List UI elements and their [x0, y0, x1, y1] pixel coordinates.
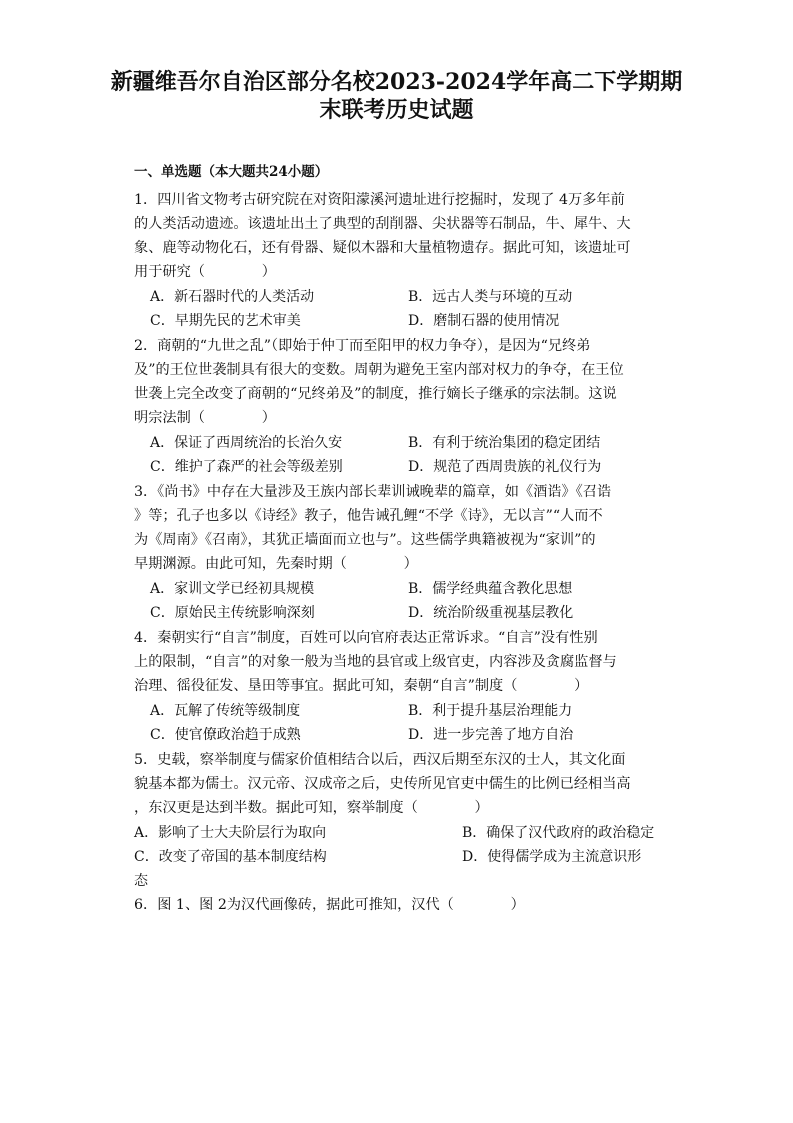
- q4-option-a[interactable]: A．瓦解了传统等级制度: [150, 703, 301, 719]
- q5-option-c[interactable]: C．改变了帝国的基本制度结构: [134, 849, 327, 865]
- q2-stem-line: 2．商朝的“九世之乱”（即始于仲丁而至阳甲的权力争夺），是因为“兄终弟: [134, 338, 591, 354]
- q2-stem-line: 世袭上完全改变了商朝的“兄终弟及”的制度，推行嫡长子继承的宗法制。这说: [134, 386, 617, 402]
- q5-option-d[interactable]: D．使得儒学成为主流意识形: [462, 849, 642, 865]
- section-heading: 一、单选题（本大题共24小题）: [134, 164, 329, 180]
- q5-option-d-continuation: 态: [134, 873, 148, 889]
- q3-stem-line: 》等；孔子也多以《诗经》教子，他告诫孔鲤“不学《诗》，无以言”“人而不: [134, 508, 603, 524]
- q4-stem-line: 治理、徭役征发、垦田等事宜。据此可知，秦朝“自言”制度（ ）: [134, 678, 589, 694]
- q3-stem-line: 早期渊源。由此可知，先秦时期（ ）: [134, 556, 418, 572]
- q4-stem-line: 4．秦朝实行“自言”制度，百姓可以向官府表达正常诉求。“自言”没有性别: [134, 630, 598, 646]
- q4-stem-line: 上的限制，“自言”的对象一般为当地的县官或上级官吏，内容涉及贪腐监督与: [134, 654, 617, 670]
- exam-title-line2: 末联考历史试题: [319, 97, 474, 123]
- q4-option-b[interactable]: B．利于提升基层治理能力: [408, 703, 573, 719]
- q3-stem-line: 为《周南》《召南》，其犹正墙面而立也与”。这些儒学典籍被视为“家训”的: [134, 532, 596, 548]
- q2-option-b[interactable]: B．有利于统治集团的稳定团结: [408, 435, 601, 451]
- q3-option-d[interactable]: D．统治阶级重视基层教化: [408, 605, 574, 621]
- q2-option-c[interactable]: C．维护了森严的社会等级差别: [150, 459, 343, 475]
- q3-stem-line: 3．《尚书》中存在大量涉及王族内部长辈训诫晚辈的篇章，如《酒诰》《召诰: [134, 484, 612, 500]
- q4-option-c[interactable]: C．使官僚政治趋于成熟: [150, 727, 301, 743]
- q1-option-c[interactable]: C．早期先民的艺术审美: [150, 313, 301, 329]
- q5-stem-line: 5．史载，察举制度与儒家价值相结合以后，西汉后期至东汉的士人，其文化面: [134, 752, 626, 768]
- q2-stem-line: 明宗法制（ ）: [134, 410, 276, 426]
- q1-option-b[interactable]: B．远古人类与环境的互动: [408, 289, 573, 305]
- q5-stem-line: ，东汉更是达到半数。据此可知，察举制度（ ）: [134, 800, 489, 816]
- q1-stem-line: 1．四川省文物考古研究院在对资阳濛溪河遗址进行挖掘时，发现了 4万多年前: [134, 192, 625, 208]
- q2-option-d[interactable]: D．规范了西周贵族的礼仪行为: [408, 459, 602, 475]
- q3-option-c[interactable]: C．原始民主传统影响深刻: [150, 605, 315, 621]
- q4-option-d[interactable]: D．进一步完善了地方自治: [408, 727, 574, 743]
- q3-option-a[interactable]: A．家训文学已经初具规模: [150, 581, 315, 597]
- q6-stem-line: 6．图 1、图 2为汉代画像砖，据此可推知，汉代（ ）: [134, 897, 525, 913]
- q1-stem-line: 的人类活动遗迹。该遗址出土了典型的刮削器、尖状器等石制品，牛、犀牛、大: [134, 216, 631, 232]
- exam-title-line1: 新疆维吾尔自治区部分名校2023-2024学年高二下学期期: [110, 69, 683, 95]
- q5-option-b[interactable]: B．确保了汉代政府的政治稳定: [462, 825, 655, 841]
- q5-option-a[interactable]: A．影响了士大夫阶层行为取向: [134, 825, 327, 841]
- q5-stem-line: 貌基本都为儒士。汉元帝、汉成帝之后，史传所见官吏中儒生的比例已经相当高: [134, 776, 631, 792]
- q1-option-a[interactable]: A．新石器时代的人类活动: [150, 289, 315, 305]
- q1-stem-line: 象、鹿等动物化石，还有骨器、疑似木器和大量植物遗存。据此可知，该遗址可: [134, 240, 631, 256]
- q3-option-b[interactable]: B．儒学经典蕴含教化思想: [408, 581, 573, 597]
- q2-option-a[interactable]: A．保证了西周统治的长治久安: [150, 435, 343, 451]
- q1-stem-line: 用于研究（ ）: [134, 264, 276, 280]
- q1-option-d[interactable]: D．磨制石器的使用情况: [408, 313, 560, 329]
- q2-stem-line: 及”的王位世袭制具有很大的变数。周朝为避免王室内部对权力的争夺，在王位: [134, 362, 624, 378]
